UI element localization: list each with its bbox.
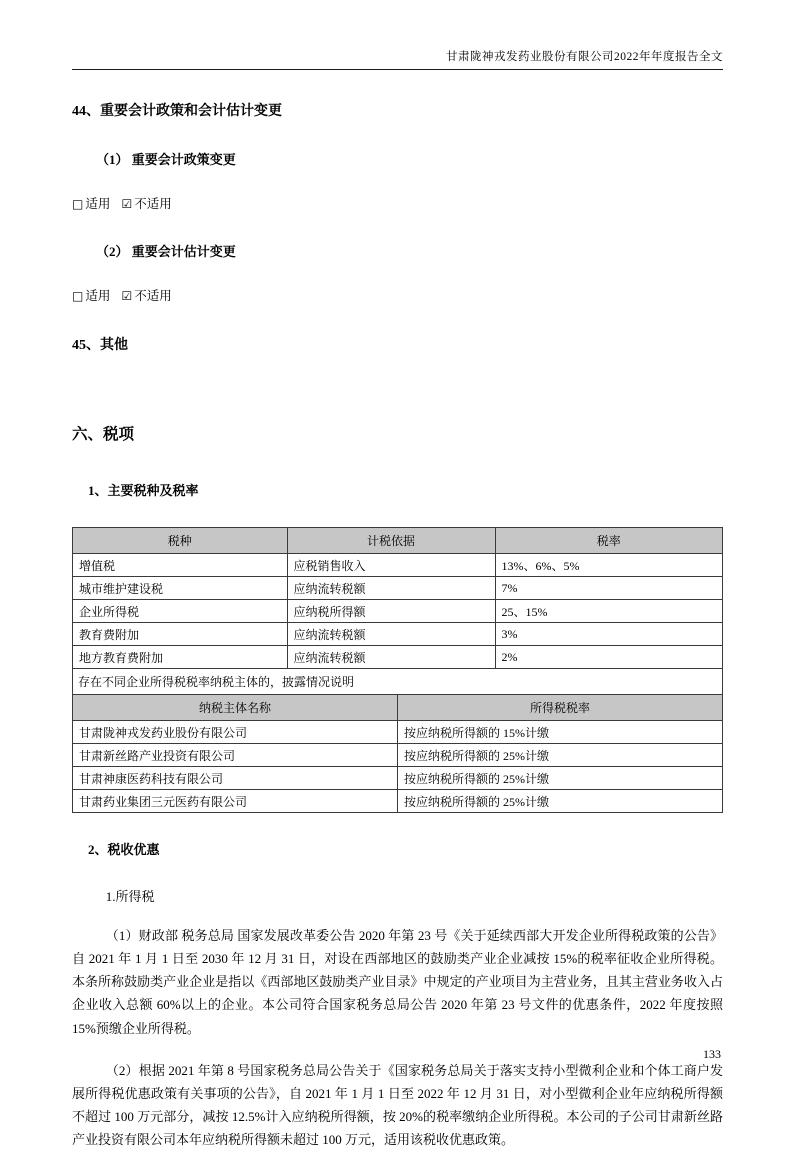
section-6-heading: 六、税项: [72, 426, 135, 443]
col-header-entity-name: 纳税主体名称: [73, 695, 398, 721]
tax-incentive-paragraph-2: （2）根据 2021 年第 8 号国家税务总局公告关于《国家税务总局关于落实支持小型微利企业和个体工商户发展所得税优惠政策有关事项的公告》，自 2021 年 1 月 1 日至 2022 年 12 月 31 日，对小型微利企业年应纳税所得额不超过 100 万元部分，减按 12.5%计入应纳税所得额，按 20%的税率缴纳企业所得税。本公司的子公司甘肃新丝路产业投资有限公司本年应纳税所得额未超过 100 万元，适用该税收优惠政策。: [72, 1062, 723, 1147]
cell-tax-type: 教育费附加: [73, 623, 288, 646]
cell-entity-name: 甘肃陇神戎发药业股份有限公司: [73, 721, 398, 744]
cell-tax-basis: 应税销售收入: [287, 554, 495, 577]
entity-table-header-row: [73, 695, 723, 721]
cell-tax-basis: 应纳流转税额: [287, 623, 495, 646]
checkbox-checked-icon: ☑: [121, 197, 133, 211]
cell-tax-rate: 7%: [495, 577, 723, 600]
not-applicable-label: 不适用: [134, 197, 172, 211]
section-6-sub2-heading: 2、税收优惠: [88, 842, 160, 857]
cell-tax-rate: 13%、6%、5%: [495, 554, 723, 577]
checkbox-unchecked-icon: □: [72, 289, 84, 303]
cell-tax-rate: 2%: [495, 646, 723, 669]
estimate-change-options: [72, 286, 723, 304]
report-header-title: 甘肃陇神戎发药业股份有限公司2022年年度报告全文: [72, 48, 723, 70]
cell-tax-type: 城市维护建设税: [73, 577, 288, 600]
checkbox-checked-icon: ☑: [121, 289, 133, 303]
table-row: [73, 623, 723, 646]
col-header-tax-rate: 税率: [495, 528, 723, 554]
table-row: [73, 554, 723, 577]
cell-entity-rate: 按应纳税所得额的 25%计缴: [398, 790, 723, 813]
cell-entity-rate: 按应纳税所得额的 25%计缴: [398, 744, 723, 767]
tax-entity-table: [72, 694, 723, 813]
table-row: [73, 577, 723, 600]
tax-table-note: 存在不同企业所得税税率纳税主体的，披露情况说明: [72, 669, 723, 694]
col-header-tax-basis: 计税依据: [287, 528, 495, 554]
applicable-label: 适用: [85, 197, 111, 211]
cell-tax-type: 增值税: [73, 554, 288, 577]
tax-tables-block: [72, 527, 723, 813]
col-header-income-tax-rate: 所得税税率: [398, 695, 723, 721]
cell-tax-rate: 25、15%: [495, 600, 723, 623]
cell-tax-rate: 3%: [495, 623, 723, 646]
table-row: [73, 790, 723, 813]
table-row: [73, 600, 723, 623]
cell-entity-rate: 按应纳税所得额的 25%计缴: [398, 767, 723, 790]
section-6-sub1-heading: 1、主要税种及税率: [88, 483, 199, 498]
cell-entity-name: 甘肃新丝路产业投资有限公司: [73, 744, 398, 767]
cell-tax-type: 企业所得税: [73, 600, 288, 623]
cell-entity-name: 甘肃神康医药科技有限公司: [73, 767, 398, 790]
cell-tax-basis: 应纳流转税额: [287, 577, 495, 600]
policy-change-options: [72, 194, 723, 212]
table-row: [73, 721, 723, 744]
section-44-sub2-heading: （2） 重要会计估计变更: [96, 244, 236, 259]
cell-tax-type: 地方教育费附加: [73, 646, 288, 669]
section-44-heading: 44、重要会计政策和会计估计变更: [72, 104, 282, 119]
tax-table-header-row: [73, 528, 723, 554]
cell-entity-rate: 按应纳税所得额的 15%计缴: [398, 721, 723, 744]
table-row: [73, 646, 723, 669]
section-45-heading: 45、其他: [72, 338, 128, 353]
cell-tax-basis: 应纳流转税额: [287, 646, 495, 669]
income-tax-label: 1.所得税: [105, 889, 155, 904]
checkbox-unchecked-icon: □: [72, 197, 84, 211]
col-header-tax-type: 税种: [73, 528, 288, 554]
tax-rate-table: [72, 527, 723, 669]
page-number: 133: [703, 1047, 721, 1061]
table-row: [73, 744, 723, 767]
section-44-sub1-heading: （1） 重要会计政策变更: [96, 152, 236, 167]
tax-incentive-paragraph-1: （1）财政部 税务总局 国家发展改革委公告 2020 年第 23 号《关于延续西部大开发企业所得税政策的公告》自 2021 年 1 月 1 日至 2030 年 12 月 31 日，对设在西部地区的鼓励类产业企业减按 15%的税率征收企业所得税。本条所称鼓励类产业企业是指以《西部地区鼓励类产业目录》中规定的产业项目为主营业务，且其主营业务收入占企业收入总额 60%以上的企业。本公司符合国家税务总局公告 2020 年第 23 号文件的优惠条件，2022 年度按照 15%预缴企业所得税。: [72, 928, 723, 1036]
applicable-label: 适用: [85, 289, 111, 303]
cell-entity-name: 甘肃药业集团三元医药有限公司: [73, 790, 398, 813]
not-applicable-label: 不适用: [134, 289, 172, 303]
cell-tax-basis: 应纳税所得额: [287, 600, 495, 623]
table-row: [73, 767, 723, 790]
